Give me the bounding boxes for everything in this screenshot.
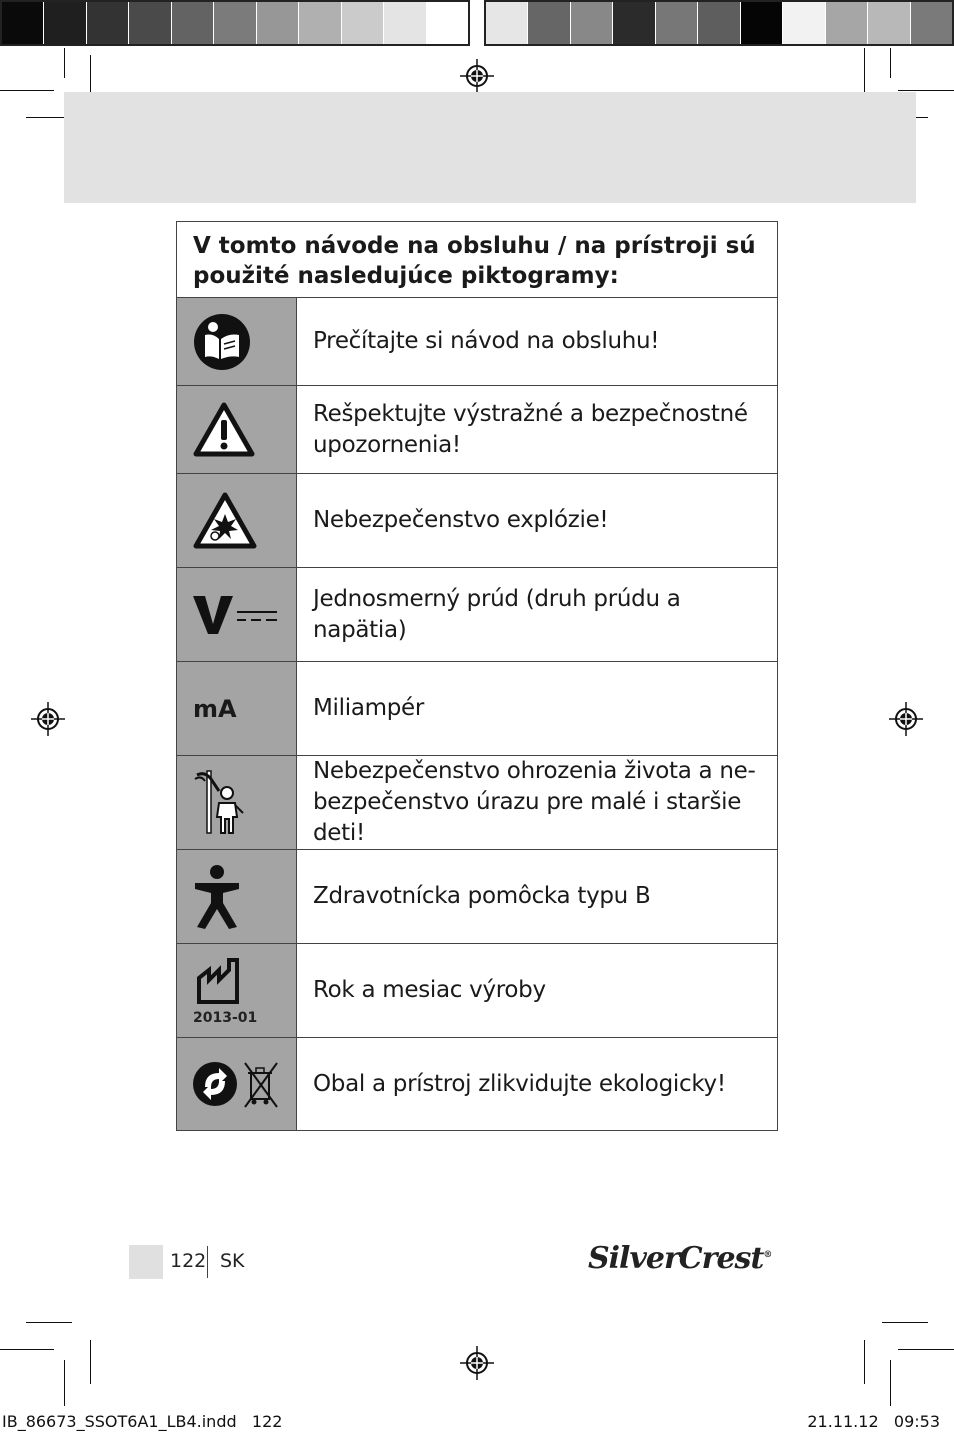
color-swatch [257, 2, 299, 44]
color-swatch [2, 2, 44, 44]
registration-mark-icon [889, 702, 923, 736]
manufacture-date-label: 2013-01 [193, 1009, 258, 1026]
color-swatch [826, 2, 868, 44]
icon-cell [177, 474, 297, 567]
type-b-applied-part-icon [193, 863, 241, 931]
manufacture-date-icon [193, 956, 243, 1006]
icon-cell [177, 298, 297, 385]
table-title: V tomto návode na obsluhu / na prístroji sú použité nasledujúce piktogramy: [177, 222, 777, 298]
language-code: SK [220, 1250, 245, 1272]
icon-cell [177, 944, 297, 1037]
color-swatch [783, 2, 825, 44]
crop-mark [890, 48, 891, 78]
color-swatch [214, 2, 256, 44]
icon-cell [177, 850, 297, 943]
table-row [177, 1038, 777, 1130]
icon-cell [177, 1038, 297, 1130]
color-swatch [299, 2, 341, 44]
child-hazard-icon [193, 769, 249, 837]
row-text: Prečítajte si návod na obsluhu! [313, 328, 660, 354]
warning-triangle-icon [193, 402, 255, 458]
table-row [177, 944, 777, 1038]
color-swatch [87, 2, 129, 44]
color-swatch [384, 2, 426, 44]
print-slug-file: IB_86673_SSOT6A1_LB4.indd 122 [2, 1412, 283, 1431]
row-text: Miliampér [313, 695, 425, 721]
color-swatch [911, 2, 952, 44]
color-swatch [342, 2, 384, 44]
color-swatch [427, 2, 468, 44]
page-number: 122 [170, 1250, 207, 1272]
footer-divider [207, 1246, 208, 1278]
color-swatch [172, 2, 214, 44]
direct-current-icon [191, 592, 279, 638]
table-row [177, 568, 777, 662]
print-slug-timestamp: 21.11.12 09:53 [807, 1412, 940, 1431]
color-swatch [741, 2, 783, 44]
color-swatch [613, 2, 655, 44]
milliampere-symbol: mA [193, 694, 237, 723]
icon-cell [177, 756, 297, 849]
row-text: Rok a mesiac výroby [313, 977, 546, 1003]
table-row [177, 662, 777, 756]
color-swatch [129, 2, 171, 44]
icon-cell [177, 568, 297, 661]
crop-mark [90, 1340, 91, 1384]
color-swatch [486, 2, 528, 44]
row-text: Jednosmerný prúd (druh prúdu a napätia) [313, 585, 681, 643]
color-calibration-bar-right [484, 0, 954, 46]
crop-mark [26, 1322, 72, 1323]
pictogram-table [176, 221, 778, 1131]
crop-mark [890, 1360, 891, 1406]
color-swatch [571, 2, 613, 44]
crop-mark [64, 1360, 65, 1406]
color-swatch [656, 2, 698, 44]
row-text: Rešpektujte výstražné a bezpečnostné upozornenia! [313, 400, 748, 458]
row-text: Zdravotnícka pomôcka typu B [313, 883, 651, 909]
color-calibration-bar-left [0, 0, 470, 46]
table-row [177, 298, 777, 386]
color-swatch [698, 2, 740, 44]
read-manual-icon [193, 313, 251, 371]
crop-mark [864, 1340, 865, 1384]
crop-mark [0, 1349, 54, 1350]
header-band [64, 92, 916, 203]
table-row [177, 386, 777, 474]
row-text: Obal a prístroj zlikvidujte ekologicky! [313, 1070, 726, 1097]
registration-mark-icon [460, 1346, 494, 1380]
recycling-disposal-icon [193, 1059, 281, 1109]
explosion-hazard-icon [193, 492, 257, 550]
brand-logo [588, 1241, 771, 1276]
row-text: Nebezpečenstvo ohrozenia života a ne-bezpečenstvo úrazu pre malé i staršie deti! [313, 758, 756, 846]
crop-mark [864, 48, 865, 92]
crop-mark [882, 1322, 928, 1323]
registration-mark-icon [460, 59, 494, 93]
brand-name: SilverCrest [588, 1241, 764, 1276]
icon-cell [177, 662, 297, 755]
registration-mark-icon [31, 702, 65, 736]
color-swatch [528, 2, 570, 44]
row-text: Nebezpečenstvo explózie! [313, 507, 609, 533]
crop-mark [0, 90, 54, 91]
crop-mark [64, 48, 65, 78]
crop-mark [898, 1349, 954, 1350]
icon-cell [177, 386, 297, 473]
footer-tab [129, 1245, 163, 1279]
table-row [177, 756, 777, 850]
crop-mark [898, 90, 954, 91]
table-row [177, 474, 777, 568]
table-row [177, 850, 777, 944]
registered-mark: ® [763, 1250, 772, 1260]
color-swatch [44, 2, 86, 44]
color-swatch [868, 2, 910, 44]
